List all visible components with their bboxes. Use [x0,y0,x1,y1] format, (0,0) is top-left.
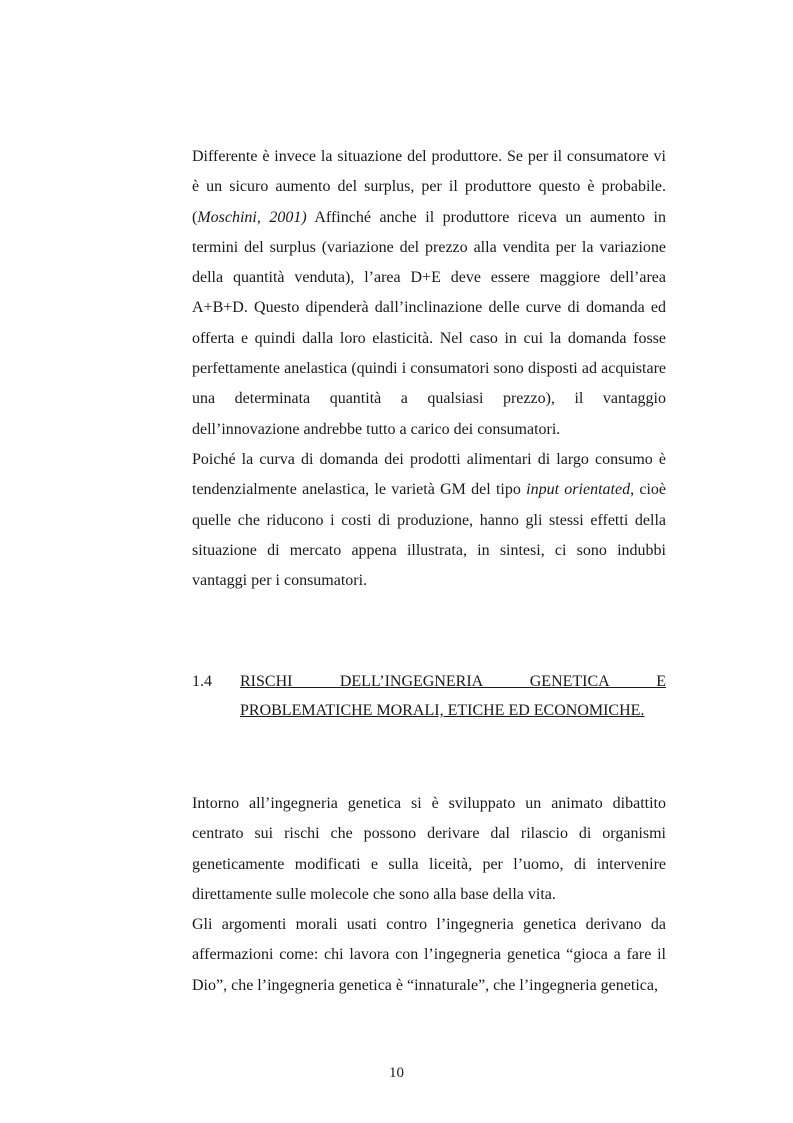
page-number: 10 [389,1065,404,1081]
body-text-lower [192,789,666,1001]
paragraph-text: Poiché la curva di domanda dei prodotti alimentari di largo consumo è tendenzialmente anelastica, le varietà GM del tipo [192,450,666,499]
paragraph-text: , cioè quelle che riducono i costi di produzione, hanno gli stessi effetti della situazione di mercato appena illustrata, in sintesi, ci sono indubbi vantaggi per i consumatori. [192,481,667,590]
citation-moschini: Moschini, 2001) [197,208,307,226]
paragraph-text: Affinché anche il produttore riceva un aumento in termini del surplus (variazione del prezzo alla vendita per la variazione della quantità venduta), l’area D+E deve essere maggiore dell’area A+B+D. Questo dipenderà dall’inclinazione delle curve di domanda ed offerta e quindi dalla loro elasticità. Nel caso in cui la domanda fosse perfettamente anelastica (quindi i consumatori sono disposti ad acquistare una determinata quantità a qualsiasi prezzo), il vantaggio dell’innovazione andrebbe tutto a carico dei consumatori. [192,208,666,438]
paragraph-gm-varieties [192,445,666,596]
emphasis-input-orientated: input orientated [526,481,631,499]
body-text-upper [192,142,666,596]
paragraph-producer-surplus [192,142,666,445]
paragraph-moral-arguments: Gli argomenti morali usati contro l’ingegneria genetica derivano da affermazioni come: chi lavora con l’ingegneria genetica “gioca a fare il Dio”, che l’ingegneria genetica è “innaturale”, che l’ingegneria genetica, [192,916,666,994]
section-number: 1.4 [192,673,212,690]
section-title: RISCHI DELL’INGEGNERIA GENETICA E PROBLEMATICHE MORALI, ETICHE ED ECONOMICHE. [240,673,666,719]
paragraph-text: Differente è invece la situazione del produttore. Se per il consumatore vi è un sicuro aumento del surplus, per il produttore questo è probabile. ( [192,148,666,226]
section-heading [192,667,666,725]
paragraph-debate: Intorno all’ingegneria genetica si è sviluppato un animato dibattito centrato sui rischi che possono derivare dal rilascio di organismi geneticamente modificati e sulla liceità, per l’uomo, di intervenire direttamente sulle molecole che sono alla base della vita. [192,795,666,903]
